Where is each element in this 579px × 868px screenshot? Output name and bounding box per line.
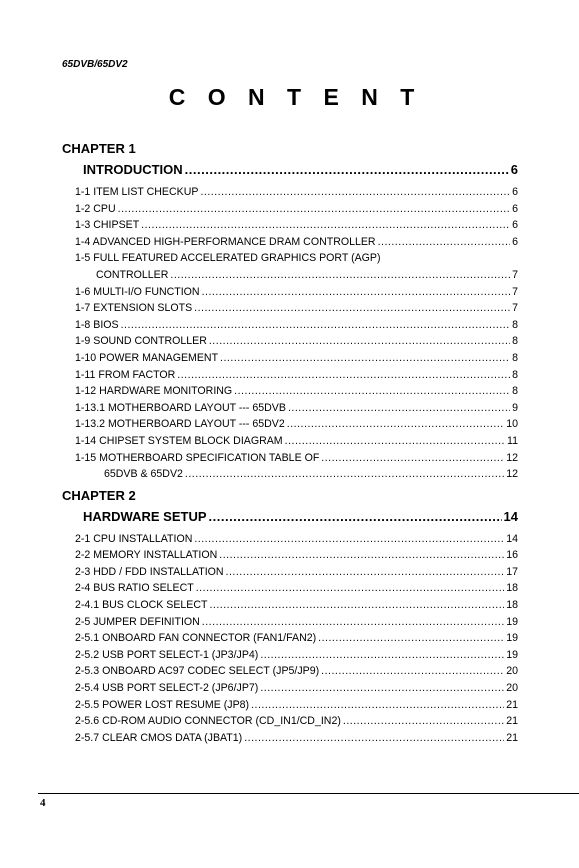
- toc-entry[interactable]: [62, 284, 518, 301]
- toc-entry-label: 2-4.1 BUS CLOCK SELECT: [75, 599, 208, 612]
- dot-leader: [118, 201, 510, 218]
- table-of-contents: [62, 138, 518, 746]
- toc-entry-page: 21: [506, 698, 518, 711]
- toc-entry[interactable]: [62, 367, 518, 384]
- dot-leader: [141, 217, 510, 234]
- toc-entry-label: HARDWARE SETUP: [83, 508, 207, 524]
- toc-entry-page: 20: [506, 682, 518, 695]
- toc-chapter-entry[interactable]: [62, 506, 518, 527]
- footer-rule: [38, 793, 579, 794]
- toc-entry[interactable]: [62, 564, 518, 581]
- dot-leader: [343, 713, 504, 730]
- toc-entry-label: 2-5.2 USB PORT SELECT-1 (JP3/JP4): [75, 648, 259, 661]
- header-model: 65DVB/65DV2: [62, 59, 128, 70]
- toc-entry-page: 16: [506, 549, 518, 562]
- dot-leader: [196, 580, 504, 597]
- toc-entry-label: 1-1 ITEM LIST CHECKUP: [75, 186, 199, 198]
- toc-entry[interactable]: [62, 217, 518, 234]
- toc-entry-page: 20: [506, 665, 518, 678]
- toc-entry-page: 12: [506, 451, 518, 464]
- dot-leader: [287, 416, 504, 433]
- toc-entry-label: 2-5 JUMPER DEFINITION: [75, 615, 200, 628]
- toc-entry-label: 2-3 HDD / FDD INSTALLATION: [75, 565, 224, 578]
- toc-entry-label: 1-12 HARDWARE MONITORING: [75, 385, 233, 398]
- toc-entry-page: 11: [507, 434, 518, 447]
- toc-entry-page: 6: [512, 235, 518, 248]
- toc-entry-label: 2-4 BUS RATIO SELECT: [75, 582, 194, 595]
- dot-leader: [219, 547, 504, 564]
- toc-entry-label: 65DVB & 65DV2: [104, 468, 183, 481]
- toc-entry-page: 18: [506, 599, 518, 612]
- dot-leader: [121, 317, 511, 334]
- toc-entry[interactable]: [62, 333, 518, 350]
- toc-entry[interactable]: [62, 531, 518, 548]
- dot-leader: [177, 367, 510, 384]
- dot-leader: [226, 564, 505, 581]
- toc-entry[interactable]: [62, 713, 518, 730]
- toc-entry-label: 1-10 POWER MANAGEMENT: [75, 351, 219, 364]
- chapter-heading: CHAPTER 1: [62, 141, 136, 156]
- toc-entry-label: 2-5.6 CD-ROM AUDIO CONNECTOR (CD_IN1/CD_IN2): [75, 715, 341, 728]
- toc-entry[interactable]: [62, 350, 518, 367]
- toc-entry-page: 8: [512, 385, 518, 398]
- dot-leader: [234, 383, 510, 400]
- toc-entry-page: 19: [506, 648, 518, 661]
- toc-entry-label: 1-15 MOTHERBOARD SPECIFICATION TABLE OF: [75, 451, 320, 464]
- toc-entry-label: 1-3 CHIPSET: [75, 219, 140, 232]
- toc-entry-page: 8: [512, 368, 518, 381]
- dot-leader: [378, 234, 511, 251]
- toc-entry-page: 14: [506, 532, 518, 545]
- toc-entry[interactable]: [62, 267, 518, 284]
- toc-entry-label: 2-5.4 USB PORT SELECT-2 (JP6/JP7): [75, 682, 259, 695]
- dot-leader: [194, 531, 504, 548]
- toc-entry-page: 14: [503, 508, 518, 524]
- toc-entry[interactable]: [62, 184, 518, 201]
- toc-entry[interactable]: [62, 730, 518, 747]
- page-title: C O N T E N T: [168, 84, 423, 110]
- toc-entry-label: 2-5.1 ONBOARD FAN CONNECTOR (FAN1/FAN2): [75, 632, 317, 645]
- dot-leader: [200, 184, 510, 201]
- toc-entry-label: 1-13.1 MOTHERBOARD LAYOUT --- 65DVB: [75, 401, 286, 414]
- toc-entry[interactable]: [62, 630, 518, 647]
- toc-entry-label-line1: 1-5 FULL FEATURED ACCELERATED GRAPHICS PORT (AGP): [75, 252, 381, 265]
- dot-leader: [202, 614, 504, 631]
- toc-entry[interactable]: [62, 697, 518, 714]
- toc-entry-label: 1-4 ADVANCED HIGH-PERFORMANCE DRAM CONTROLLER: [75, 235, 376, 248]
- dot-leader: [251, 697, 504, 714]
- toc-entry[interactable]: [62, 663, 518, 680]
- toc-entry[interactable]: [62, 680, 518, 697]
- toc-entry[interactable]: [62, 466, 518, 483]
- dot-leader: [318, 630, 504, 647]
- toc-entry-label: 1-8 BIOS: [75, 318, 119, 331]
- dot-leader: [170, 267, 510, 284]
- toc-entry[interactable]: [62, 234, 518, 251]
- toc-entry[interactable]: [62, 450, 518, 467]
- toc-entry[interactable]: [62, 597, 518, 614]
- dot-leader: [194, 300, 510, 317]
- toc-entry-page: 21: [506, 731, 518, 744]
- toc-entry-label: 1-9 SOUND CONTROLLER: [75, 335, 207, 348]
- toc-entry-page: 8: [512, 351, 518, 364]
- footer-page-number: 4: [40, 797, 46, 809]
- toc-entry-page: 19: [506, 615, 518, 628]
- toc-entry-page: 21: [506, 715, 518, 728]
- toc-entry-label: 1-11 FROM FACTOR: [75, 368, 176, 381]
- toc-entry[interactable]: [62, 614, 518, 631]
- toc-entry[interactable]: [62, 580, 518, 597]
- dot-leader: [185, 466, 504, 483]
- toc-entry-label: 1-14 CHIPSET SYSTEM BLOCK DIAGRAM: [75, 434, 283, 447]
- dot-leader: [209, 597, 504, 614]
- toc-entry[interactable]: [62, 433, 518, 450]
- toc-entry[interactable]: [62, 400, 518, 417]
- dot-leader: [209, 506, 502, 527]
- toc-entry-label: 2-1 CPU INSTALLATION: [75, 532, 193, 545]
- dot-leader: [260, 680, 504, 697]
- toc-entry-page: 19: [506, 632, 518, 645]
- toc-entry-page: 7: [512, 302, 518, 315]
- dot-leader: [260, 647, 504, 664]
- dot-leader: [202, 284, 511, 301]
- toc-entry-label: 1-7 EXTENSION SLOTS: [75, 302, 193, 315]
- toc-entry-page: 6: [512, 219, 518, 232]
- toc-entry-label: 1-13.2 MOTHERBOARD LAYOUT --- 65DV2: [75, 418, 285, 431]
- toc-entry[interactable]: [62, 416, 518, 433]
- toc-entry-page: 6: [512, 186, 518, 198]
- toc-entry-label: 2-2 MEMORY INSTALLATION: [75, 549, 218, 562]
- toc-entry-page: 9: [512, 401, 518, 414]
- dot-leader: [185, 159, 509, 180]
- toc-entry-page: 17: [506, 565, 518, 578]
- toc-entry-label: 1-2 CPU: [75, 202, 116, 215]
- toc-entry[interactable]: [62, 547, 518, 564]
- toc-entry-label: 2-5.7 CLEAR CMOS DATA (JBAT1): [75, 731, 243, 744]
- dot-leader: [321, 450, 504, 467]
- toc-entry[interactable]: [62, 383, 518, 400]
- toc-entry-page: 18: [506, 582, 518, 595]
- toc-entry-page: 12: [506, 468, 518, 481]
- dot-leader: [288, 400, 510, 417]
- toc-entry-page: 10: [506, 418, 518, 431]
- toc-entry-page: 7: [512, 285, 518, 298]
- chapter-heading: CHAPTER 2: [62, 487, 136, 503]
- dot-leader: [285, 433, 505, 450]
- toc-entry-page: 6: [510, 162, 518, 177]
- toc-entry-label: 2-5.5 POWER LOST RESUME (JP8): [75, 698, 250, 711]
- dot-leader: [209, 333, 510, 350]
- toc-entry-label: INTRODUCTION: [83, 162, 183, 177]
- dot-leader: [244, 730, 504, 747]
- toc-chapter-entry[interactable]: [62, 159, 518, 180]
- toc-entry[interactable]: [62, 201, 518, 218]
- toc-entry[interactable]: [62, 317, 518, 334]
- toc-entry-page: 8: [512, 335, 518, 348]
- toc-entry-label: 1-6 MULTI-I/O FUNCTION: [75, 285, 200, 298]
- toc-entry[interactable]: [62, 647, 518, 664]
- toc-entry-page: 6: [512, 202, 518, 215]
- toc-entry-label: 2-5.3 ONBOARD AC97 CODEC SELECT (JP5/JP9): [75, 665, 320, 678]
- toc-entry-label: CONTROLLER: [96, 268, 169, 281]
- toc-entry-page: 8: [512, 318, 518, 331]
- toc-entry-page: 7: [512, 268, 518, 281]
- dot-leader: [220, 350, 510, 367]
- toc-entry[interactable]: [62, 300, 518, 317]
- dot-leader: [321, 663, 504, 680]
